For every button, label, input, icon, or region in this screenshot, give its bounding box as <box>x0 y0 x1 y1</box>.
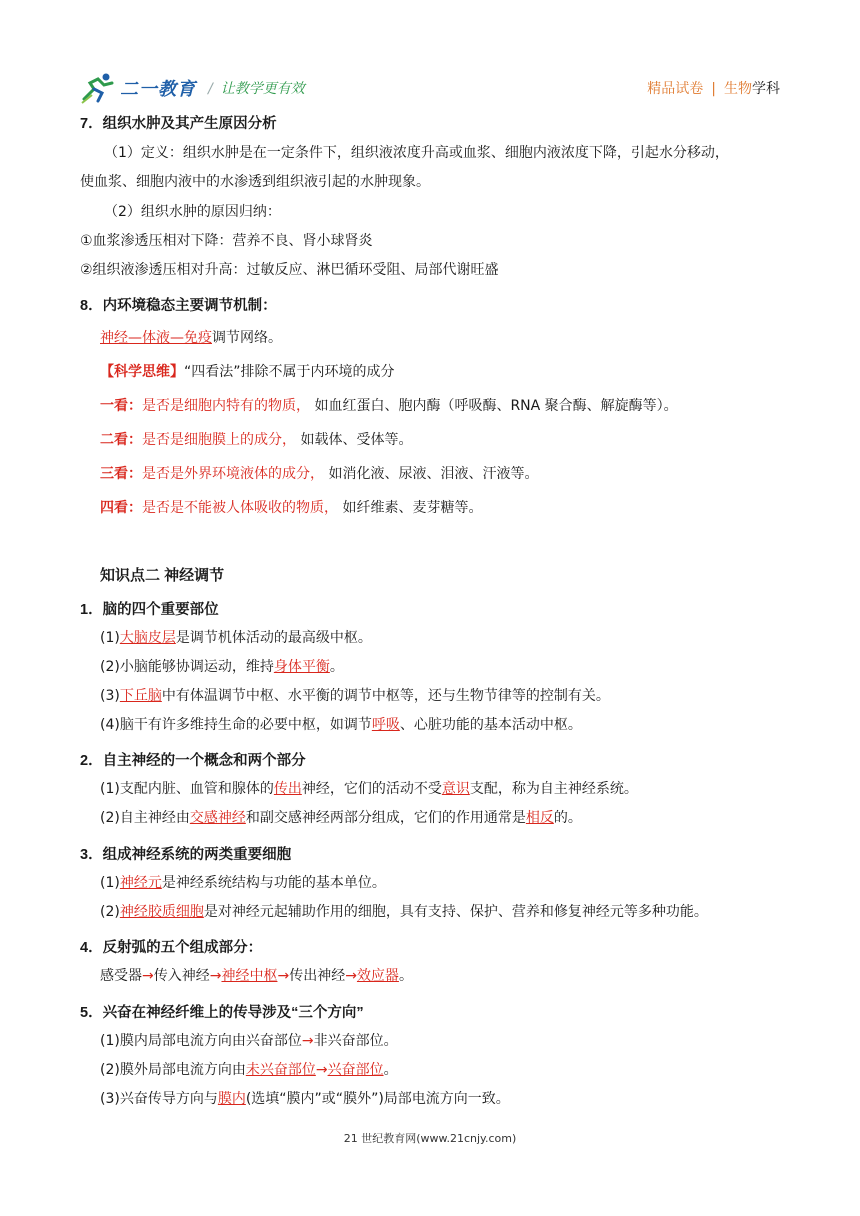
text: (3) <box>100 688 120 704</box>
answer-underline: 兴奋部位 <box>327 1062 384 1078</box>
text: “四看法”排除不属于内环境的成分 <box>184 364 395 380</box>
heading-7: 7．组织水肿及其产生原因分析 <box>80 116 277 132</box>
look-rule: 是否是不能被人体吸收的物质， <box>142 500 338 516</box>
brand-subject-b: 学科 <box>752 81 780 97</box>
look-example: 如载体、受体等。 <box>300 432 413 448</box>
arrow-icon: → <box>301 1033 314 1049</box>
text: 是对神经元起辅助作用的细胞，具有支持、保护、营养和修复神经元等多种功能。 <box>203 904 708 920</box>
text: (2)膜外局部电流方向由 <box>100 1062 246 1078</box>
text: 。 <box>329 659 344 675</box>
s1-item-2 <box>100 657 344 677</box>
text: 的。 <box>553 810 582 826</box>
page-header <box>80 70 780 110</box>
text: 调节网络。 <box>212 330 282 346</box>
look-example: 如消化液、尿液、泪液、汗液等。 <box>328 466 539 482</box>
answer-underline: 神经胶质细胞 <box>119 904 204 920</box>
arrow-icon: → <box>315 1062 328 1078</box>
text: (1)膜内局部电流方向由兴奋部位 <box>100 1033 302 1049</box>
answer-underline: 呼吸 <box>371 717 400 733</box>
answer-underline: 神经—体液—免疫 <box>100 330 212 346</box>
answer-underline: 膜内 <box>217 1091 246 1107</box>
answer-underline: 身体平衡 <box>273 659 330 675</box>
look-example: 如纤维素、麦芽糖等。 <box>342 500 483 516</box>
cause-2: ②组织液渗透压相对升高：过敏反应、淋巴循环受阻、局部代谢旺盛 <box>80 262 499 278</box>
heading-s2: 2．自主神经的一个概念和两个部分 <box>80 753 306 769</box>
brand-label <box>647 78 780 98</box>
s1-item-4 <box>100 715 582 735</box>
paragraph-definition-cont: 使血浆、细胞内液中的水渗透到组织液引起的水肿现象。 <box>80 174 430 190</box>
s5-item-1 <box>100 1031 398 1051</box>
heading-s5: 5．兴奋在神经纤维上的传导涉及“三个方向” <box>80 1005 364 1021</box>
answer-underline: 效应器 <box>356 968 399 984</box>
look-3 <box>100 464 538 484</box>
answer-underline: 未兴奋部位 <box>245 1062 316 1078</box>
text: 、心脏功能的基本活动中枢。 <box>399 717 582 733</box>
answer-underline: 传出 <box>273 781 302 797</box>
text: (3)兴奋传导方向与 <box>100 1091 218 1107</box>
slogan-slash: / <box>208 81 213 97</box>
science-thinking <box>100 362 395 382</box>
page-footer: 21 世纪教育网(www.21cnjy.com) <box>343 1132 517 1145</box>
text: 是神经系统结构与功能的基本单位。 <box>161 875 386 891</box>
slogan <box>208 78 305 98</box>
s3-item-1 <box>100 873 386 893</box>
text: 和副交感神经两部分组成，它们的作用通常是 <box>245 810 526 826</box>
answer-underline: 大脑皮层 <box>119 630 176 646</box>
look-4 <box>100 498 482 518</box>
heading-s3: 3．组成神经系统的两类重要细胞 <box>80 847 292 863</box>
heading-s4: 4．反射弧的五个组成部分： <box>80 940 263 956</box>
arrow-icon: → <box>209 968 222 984</box>
cause-1: ①血浆渗透压相对下降：营养不良、肾小球肾炎 <box>80 233 373 249</box>
section-title: 知识点二 神经调节 <box>100 567 225 584</box>
text: (选填“膜内”或“膜外”)局部电流方向一致。 <box>245 1091 510 1107</box>
s1-item-1 <box>100 628 372 648</box>
arrow-icon: → <box>277 968 290 984</box>
text: 是调节机体活动的最高级中枢。 <box>175 630 372 646</box>
text: 神经，它们的活动不受 <box>301 781 442 797</box>
look-label: 三看： <box>100 466 142 482</box>
answer-underline: 交感神经 <box>189 810 246 826</box>
text: 。 <box>398 968 413 984</box>
text: (2) <box>100 904 120 920</box>
brand-separator: | <box>711 81 716 97</box>
arrow-icon: → <box>142 968 154 984</box>
look-label: 四看： <box>100 500 142 516</box>
look-2 <box>100 430 412 450</box>
text: (2)自主神经由 <box>100 810 190 826</box>
look-example: 如血红蛋白、胞内酶（呼吸酶、RNA 聚合酶、解旋酶等）。 <box>314 398 678 414</box>
regulation-network <box>100 328 282 348</box>
s5-item-2 <box>100 1060 398 1080</box>
paragraph-definition: （1）定义：组织水肿是在一定条件下，组织液浓度升高或血浆、细胞内液浓度下降，引起水分移动， <box>104 145 729 161</box>
runner-logo-icon <box>80 71 118 105</box>
logo-text: 二一教育 <box>120 79 196 100</box>
text: 中有体温调节中枢、水平衡的调节中枢等，还与生物节律等的控制有关。 <box>161 688 610 704</box>
reflex-arc <box>100 966 413 986</box>
look-label: 二看： <box>100 432 142 448</box>
s2-item-1 <box>100 779 638 799</box>
text: 传出神经 <box>289 968 346 984</box>
text: 非兴奋部位。 <box>313 1033 398 1049</box>
answer-underline: 意识 <box>441 781 470 797</box>
text: (1) <box>100 875 120 891</box>
logo <box>80 70 196 106</box>
science-thinking-tag: 【科学思维】 <box>100 364 184 380</box>
look-1 <box>100 396 678 416</box>
text: 感受器 <box>100 968 142 984</box>
answer-underline: 神经元 <box>119 875 162 891</box>
text: (1) <box>100 630 120 646</box>
brand-subject-a: 生物 <box>724 81 752 97</box>
paragraph-causes: （2）组织水肿的原因归纳： <box>104 204 281 220</box>
answer-underline: 下丘脑 <box>119 688 162 704</box>
look-label: 一看： <box>100 398 142 414</box>
s2-item-2 <box>100 808 582 828</box>
heading-s1: 1．脑的四个重要部位 <box>80 602 219 618</box>
text: (1)支配内脏、血管和腺体的 <box>100 781 274 797</box>
heading-8: 8．内环境稳态主要调节机制： <box>80 298 277 314</box>
s3-item-2 <box>100 902 708 922</box>
s1-item-3 <box>100 686 610 706</box>
arrow-icon: → <box>345 968 357 984</box>
text: 。 <box>383 1062 398 1078</box>
answer-underline: 神经中枢 <box>221 968 278 984</box>
brand-left: 精品试卷 <box>647 81 704 97</box>
answer-underline: 相反 <box>525 810 554 826</box>
slogan-text: 让教学更有效 <box>220 81 305 97</box>
look-rule: 是否是细胞膜上的成分， <box>142 432 296 448</box>
look-rule: 是否是细胞内特有的物质， <box>142 398 310 414</box>
text: (4)脑干有许多维持生命的必要中枢，如调节 <box>100 717 372 733</box>
text: 传入神经 <box>153 968 210 984</box>
s5-item-3 <box>100 1089 510 1109</box>
text: 支配，称为自主神经系统。 <box>469 781 638 797</box>
look-rule: 是否是外界环境液体的成分， <box>142 466 324 482</box>
text: (2)小脑能够协调运动，维持 <box>100 659 274 675</box>
